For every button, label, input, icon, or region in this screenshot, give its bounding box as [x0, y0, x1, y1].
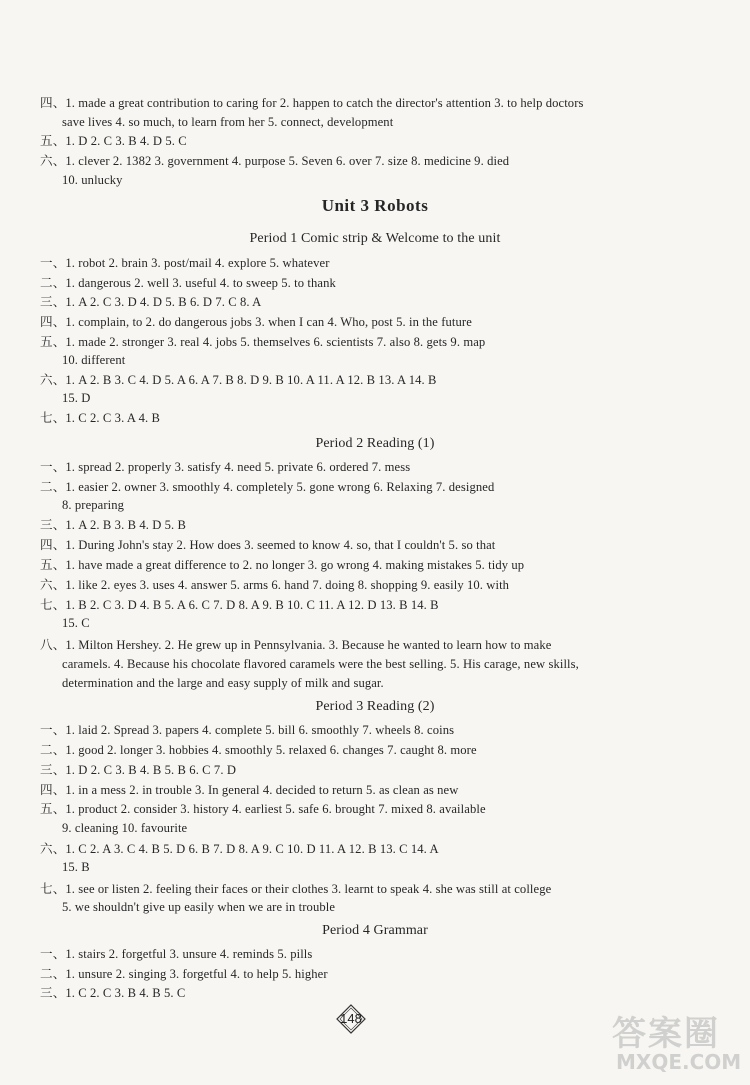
answer-line: 五、1. product 2. consider 3. history 4. earliest 5. safe 6. brought 7. mixed 8. available	[40, 802, 486, 816]
answer-line: save lives 4. so much, to learn from her 5. connect, development	[62, 115, 394, 129]
answer-line: 六、1. A 2. B 3. C 4. D 5. A 6. A 7. B 8. D 9. B 10. A 11. A 12. B 13. A 14. B	[40, 373, 437, 387]
unit-title: Unit 3 Robots	[321, 196, 429, 215]
answer-line: 五、1. made 2. stronger 3. real 4. jobs 5. themselves 6. scientists 7. also 8. gets 9. map	[40, 335, 486, 349]
answer-line: 一、1. stairs 2. forgetful 3. unsure 4. reminds 5. pills	[40, 947, 313, 961]
period-heading: Period 4 Grammar	[322, 923, 428, 938]
answer-line: 六、1. like 2. eyes 3. uses 4. answer 5. arms 6. hand 7. doing 8. shopping 9. easily 10. with	[40, 578, 510, 592]
answer-line: 二、1. dangerous 2. well 3. useful 4. to sweep 5. to thank	[40, 276, 336, 290]
answer-line: determination and the large and easy supply of milk and sugar.	[62, 676, 384, 690]
answer-line: 15. B	[62, 860, 90, 874]
answer-line: 四、1. During John's stay 2. How does 3. seemed to know 4. so, that I couldn't 5. so that	[40, 538, 496, 552]
answer-line: 一、1. laid 2. Spread 3. papers 4. complete 5. bill 6. smoothly 7. wheels 8. coins	[40, 723, 455, 737]
answer-line: caramels. 4. Because his chocolate flavored caramels were the best selling. 5. His carage, new skills,	[62, 657, 579, 671]
answer-line: 二、1. good 2. longer 3. hobbies 4. smoothly 5. relaxed 6. changes 7. caught 8. more	[40, 743, 477, 757]
answer-line: 二、1. easier 2. owner 3. smoothly 4. completely 5. gone wrong 6. Relaxing 7. designed	[40, 480, 495, 494]
answer-line: 四、1. made a great contribution to caring for 2. happen to catch the director's attention 3. to help doctors	[40, 96, 584, 110]
answer-line: 八、1. Milton Hershey. 2. He grew up in Pennsylvania. 3. Because he wanted to learn how to make	[40, 638, 552, 652]
answer-line: 六、1. clever 2. 1382 3. government 4. purpose 5. Seven 6. over 7. size 8. medicine 9. died	[40, 154, 510, 168]
answer-line: 三、1. C 2. C 3. B 4. B 5. C	[40, 986, 186, 1000]
answer-line: 5. we shouldn't give up easily when we are in trouble	[62, 900, 336, 914]
answer-line: 五、1. D 2. C 3. B 4. D 5. C	[40, 134, 187, 148]
page-number-badge	[336, 1004, 366, 1034]
period-heading: Period 2 Reading (1)	[315, 436, 435, 451]
period-heading: Period 1 Comic strip & Welcome to the unit	[249, 231, 501, 246]
answer-line: 六、1. C 2. A 3. C 4. B 5. D 6. B 7. D 8. A 9. C 10. D 11. A 12. B 13. C 14. A	[40, 842, 439, 856]
answer-line: 七、1. see or listen 2. feeling their faces or their clothes 3. learnt to speak 4. she was still at college	[40, 882, 552, 896]
answer-line: 七、1. C 2. C 3. A 4. B	[40, 411, 161, 425]
answer-line: 10. unlucky	[62, 173, 123, 187]
answer-line: 一、1. robot 2. brain 3. post/mail 4. explore 5. whatever	[40, 256, 330, 270]
period-heading: Period 3 Reading (2)	[315, 699, 435, 714]
answer-line: 四、1. complain, to 2. do dangerous jobs 3. when I can 4. Who, post 5. in the future	[40, 315, 472, 329]
answer-line: 15. C	[62, 616, 90, 630]
answer-line: 9. cleaning 10. favourite	[62, 821, 188, 835]
answer-line: 七、1. B 2. C 3. D 4. B 5. A 6. C 7. D 8. A 9. B 10. C 11. A 12. D 13. B 14. B	[40, 598, 439, 612]
answer-line: 10. different	[62, 353, 126, 367]
answer-line: 一、1. spread 2. properly 3. satisfy 4. need 5. private 6. ordered 7. mess	[40, 460, 411, 474]
answer-line: 四、1. in a mess 2. in trouble 3. In general 4. decided to return 5. as clean as new	[40, 783, 459, 797]
page-number: 148	[340, 1011, 362, 1026]
answer-line: 三、1. D 2. C 3. B 4. B 5. B 6. C 7. D	[40, 763, 237, 777]
watermark	[612, 1000, 742, 1080]
watermark-url: MXQE.COM	[616, 1050, 742, 1074]
answer-line: 三、1. A 2. C 3. D 4. D 5. B 6. D 7. C 8. A	[40, 295, 262, 309]
answer-line: 15. D	[62, 391, 91, 405]
answer-line: 三、1. A 2. B 3. B 4. D 5. B	[40, 518, 187, 532]
answer-line: 8. preparing	[62, 498, 125, 512]
answer-line: 五、1. have made a great difference to 2. no longer 3. go wrong 4. making mistakes 5. tidy up	[40, 558, 525, 572]
watermark-logo: 答案圈	[612, 1014, 720, 1054]
answer-line: 二、1. unsure 2. singing 3. forgetful 4. to help 5. higher	[40, 967, 328, 981]
